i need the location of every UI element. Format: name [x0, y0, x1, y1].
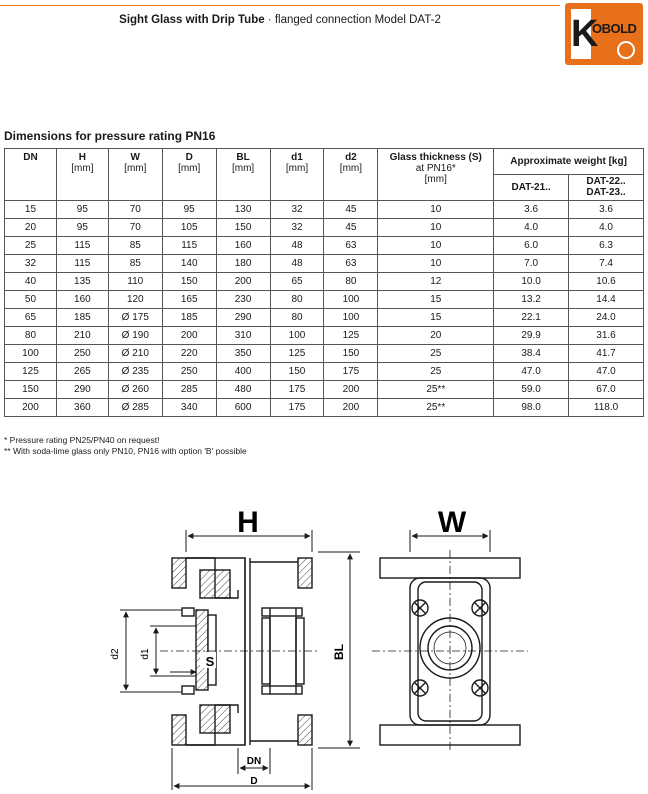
table-cell: 135 [56, 273, 108, 291]
table-cell: 165 [162, 291, 216, 309]
table-cell: 115 [162, 237, 216, 255]
logo-circle-icon [617, 41, 635, 59]
table-cell: 250 [162, 363, 216, 381]
table-cell: 38.4 [494, 345, 569, 363]
table-cell: 600 [216, 399, 270, 417]
table-cell: 100 [324, 291, 378, 309]
flange-left-bottom [172, 715, 186, 745]
header-title-rest: · flanged connection Model DAT-2 [264, 14, 441, 26]
bolt-2 [182, 686, 194, 694]
logo-letter-k: K [571, 9, 591, 59]
table-cell: 25** [378, 399, 494, 417]
table-cell: 140 [162, 255, 216, 273]
header-title-bold: Sight Glass with Drip Tube [119, 14, 265, 26]
page-header [0, 14, 560, 26]
side-view [160, 558, 320, 745]
table-cell: 105 [162, 219, 216, 237]
table-cell: 150 [324, 345, 378, 363]
table-cell: 4.0 [569, 219, 644, 237]
table-cell: Ø 190 [108, 327, 162, 345]
table-cell: 130 [216, 201, 270, 219]
table-cell: 350 [216, 345, 270, 363]
col-header-h: H [mm] [56, 149, 108, 201]
technical-drawing [0, 490, 648, 794]
col-header-dn: DN [5, 149, 57, 201]
table-cell: 32 [270, 219, 324, 237]
table-cell: 285 [162, 381, 216, 399]
table-cell: 24.0 [569, 309, 644, 327]
col-header-glass: Glass thickness (S) at PN16* [mm] [378, 149, 494, 201]
table-row [5, 237, 644, 255]
table-cell: 175 [324, 363, 378, 381]
table-cell: 85 [108, 237, 162, 255]
table-cell: 230 [216, 291, 270, 309]
table-row [5, 399, 644, 417]
bolt-1 [182, 608, 194, 616]
table-cell: 340 [162, 399, 216, 417]
label-d: D [250, 776, 258, 787]
table-cell: 31.6 [569, 327, 644, 345]
table-cell: 265 [56, 363, 108, 381]
table-cell: 95 [56, 219, 108, 237]
table-cell: 12 [378, 273, 494, 291]
table-cell: 10.0 [494, 273, 569, 291]
table-cell: 70 [108, 219, 162, 237]
table-cell: 45 [324, 201, 378, 219]
table-cell: 160 [56, 291, 108, 309]
table-cell: 175 [270, 381, 324, 399]
label-w: W [437, 506, 467, 539]
table-cell: 3.6 [494, 201, 569, 219]
footnote-1: * Pressure rating PN25/PN40 on request! [4, 435, 160, 445]
table-cell: 125 [5, 363, 57, 381]
label-s: S [205, 654, 215, 669]
table-row [5, 345, 644, 363]
table-cell: 360 [56, 399, 108, 417]
table-cell: 4.0 [494, 219, 569, 237]
table-cell: 95 [162, 201, 216, 219]
table-cell: Ø 210 [108, 345, 162, 363]
table-row [5, 291, 644, 309]
table-cell: 110 [108, 273, 162, 291]
flange-right-top [298, 558, 312, 588]
label-h: H [237, 506, 259, 539]
col-header-dat22-23: DAT-22.. DAT-23.. [569, 175, 644, 201]
table-cell: 125 [324, 327, 378, 345]
table-cell: 80 [324, 273, 378, 291]
table-cell: 185 [56, 309, 108, 327]
table-cell: 14.4 [569, 291, 644, 309]
table-cell: 125 [270, 345, 324, 363]
table-cell: 150 [216, 219, 270, 237]
table-cell: 200 [324, 381, 378, 399]
col-header-dat21: DAT-21.. [494, 175, 569, 201]
table-cell: 63 [324, 255, 378, 273]
table-cell: 48 [270, 255, 324, 273]
col-header-w: W [mm] [108, 149, 162, 201]
table-cell: 32 [5, 255, 57, 273]
table-cell: 115 [56, 255, 108, 273]
table-cell: 210 [56, 327, 108, 345]
table-cell: 22.1 [494, 309, 569, 327]
table-cell: Ø 285 [108, 399, 162, 417]
table-cell: 67.0 [569, 381, 644, 399]
table-cell: 20 [5, 219, 57, 237]
table-cell: 160 [216, 237, 270, 255]
table-cell: 185 [162, 309, 216, 327]
table-cell: 65 [270, 273, 324, 291]
table-cell: 63 [324, 237, 378, 255]
table-cell: 47.0 [569, 363, 644, 381]
table-cell: 200 [324, 399, 378, 417]
table-cell: 25** [378, 381, 494, 399]
logo-wordmark: OBOLD [592, 21, 637, 36]
table-cell: 100 [324, 309, 378, 327]
table-cell: 70 [108, 201, 162, 219]
table-cell: 15 [5, 201, 57, 219]
flange-left-top [172, 558, 186, 588]
table-cell: 290 [56, 381, 108, 399]
table-row [5, 309, 644, 327]
col-header-bl: BL [mm] [216, 149, 270, 201]
table-cell: 118.0 [569, 399, 644, 417]
table-row [5, 381, 644, 399]
table-cell: 6.0 [494, 237, 569, 255]
table-row [5, 201, 644, 219]
col-header-weight: Approximate weight [kg] [494, 149, 644, 175]
table-cell: 7.4 [569, 255, 644, 273]
table-cell: 48 [270, 237, 324, 255]
table-cell: 100 [270, 327, 324, 345]
dimensions-table [4, 148, 644, 417]
col-header-d2: d2 [mm] [324, 149, 378, 201]
col-header-d1: d1 [mm] [270, 149, 324, 201]
table-cell: 180 [216, 255, 270, 273]
col-header-d: D [mm] [162, 149, 216, 201]
table-cell: 29.9 [494, 327, 569, 345]
table-row [5, 273, 644, 291]
label-d1: d1 [140, 648, 151, 660]
table-cell: 10 [378, 219, 494, 237]
table-cell: 200 [216, 273, 270, 291]
table-cell: 10 [378, 237, 494, 255]
table-cell: Ø 175 [108, 309, 162, 327]
table-cell: 15 [378, 309, 494, 327]
table-cell: 15 [378, 291, 494, 309]
table-cell: 290 [216, 309, 270, 327]
table-cell: 10.6 [569, 273, 644, 291]
table-cell: 220 [162, 345, 216, 363]
table-cell: 3.6 [569, 201, 644, 219]
table-cell: 25 [378, 345, 494, 363]
footnote-2: ** With soda-lime glass only PN10, PN16 with option 'B' possible [4, 446, 247, 456]
table-cell: 120 [108, 291, 162, 309]
table-cell: 200 [5, 399, 57, 417]
label-d2: d2 [110, 648, 121, 660]
table-row [5, 363, 644, 381]
table-cell: 40 [5, 273, 57, 291]
table-cell: 13.2 [494, 291, 569, 309]
table-cell: 150 [270, 363, 324, 381]
table-cell: 400 [216, 363, 270, 381]
table-row [5, 219, 644, 237]
front-view [372, 550, 528, 752]
table-cell: 41.7 [569, 345, 644, 363]
table-cell: 47.0 [494, 363, 569, 381]
table-row [5, 327, 644, 345]
table-cell: 200 [162, 327, 216, 345]
table-cell: 310 [216, 327, 270, 345]
label-bl: BL [332, 644, 346, 660]
table-cell: 32 [270, 201, 324, 219]
kobold-logo [565, 3, 643, 65]
table-cell: 250 [56, 345, 108, 363]
table-cell: 150 [162, 273, 216, 291]
section-title: Dimensions for pressure rating PN16 [4, 129, 216, 143]
table-cell: 80 [270, 291, 324, 309]
glass [196, 610, 208, 690]
table-cell: 10 [378, 255, 494, 273]
table-cell: 50 [5, 291, 57, 309]
table-cell: Ø 235 [108, 363, 162, 381]
table-cell: 25 [378, 363, 494, 381]
table-cell: 20 [378, 327, 494, 345]
table-cell: 100 [5, 345, 57, 363]
table-cell: 7.0 [494, 255, 569, 273]
table-cell: 85 [108, 255, 162, 273]
table-cell: 59.0 [494, 381, 569, 399]
table-cell: 65 [5, 309, 57, 327]
table-cell: 6.3 [569, 237, 644, 255]
table-cell: 175 [270, 399, 324, 417]
table-cell: 80 [5, 327, 57, 345]
table-cell: 45 [324, 219, 378, 237]
label-dn: DN [246, 756, 262, 767]
table-cell: 98.0 [494, 399, 569, 417]
table-cell: 150 [5, 381, 57, 399]
table-cell: 95 [56, 201, 108, 219]
table-cell: 115 [56, 237, 108, 255]
table-row [5, 255, 644, 273]
table-cell: 10 [378, 201, 494, 219]
table-cell: Ø 260 [108, 381, 162, 399]
table-cell: 80 [270, 309, 324, 327]
header-rule [0, 5, 560, 6]
table-cell: 480 [216, 381, 270, 399]
flange-right-bottom [298, 715, 312, 745]
table-cell: 25 [5, 237, 57, 255]
